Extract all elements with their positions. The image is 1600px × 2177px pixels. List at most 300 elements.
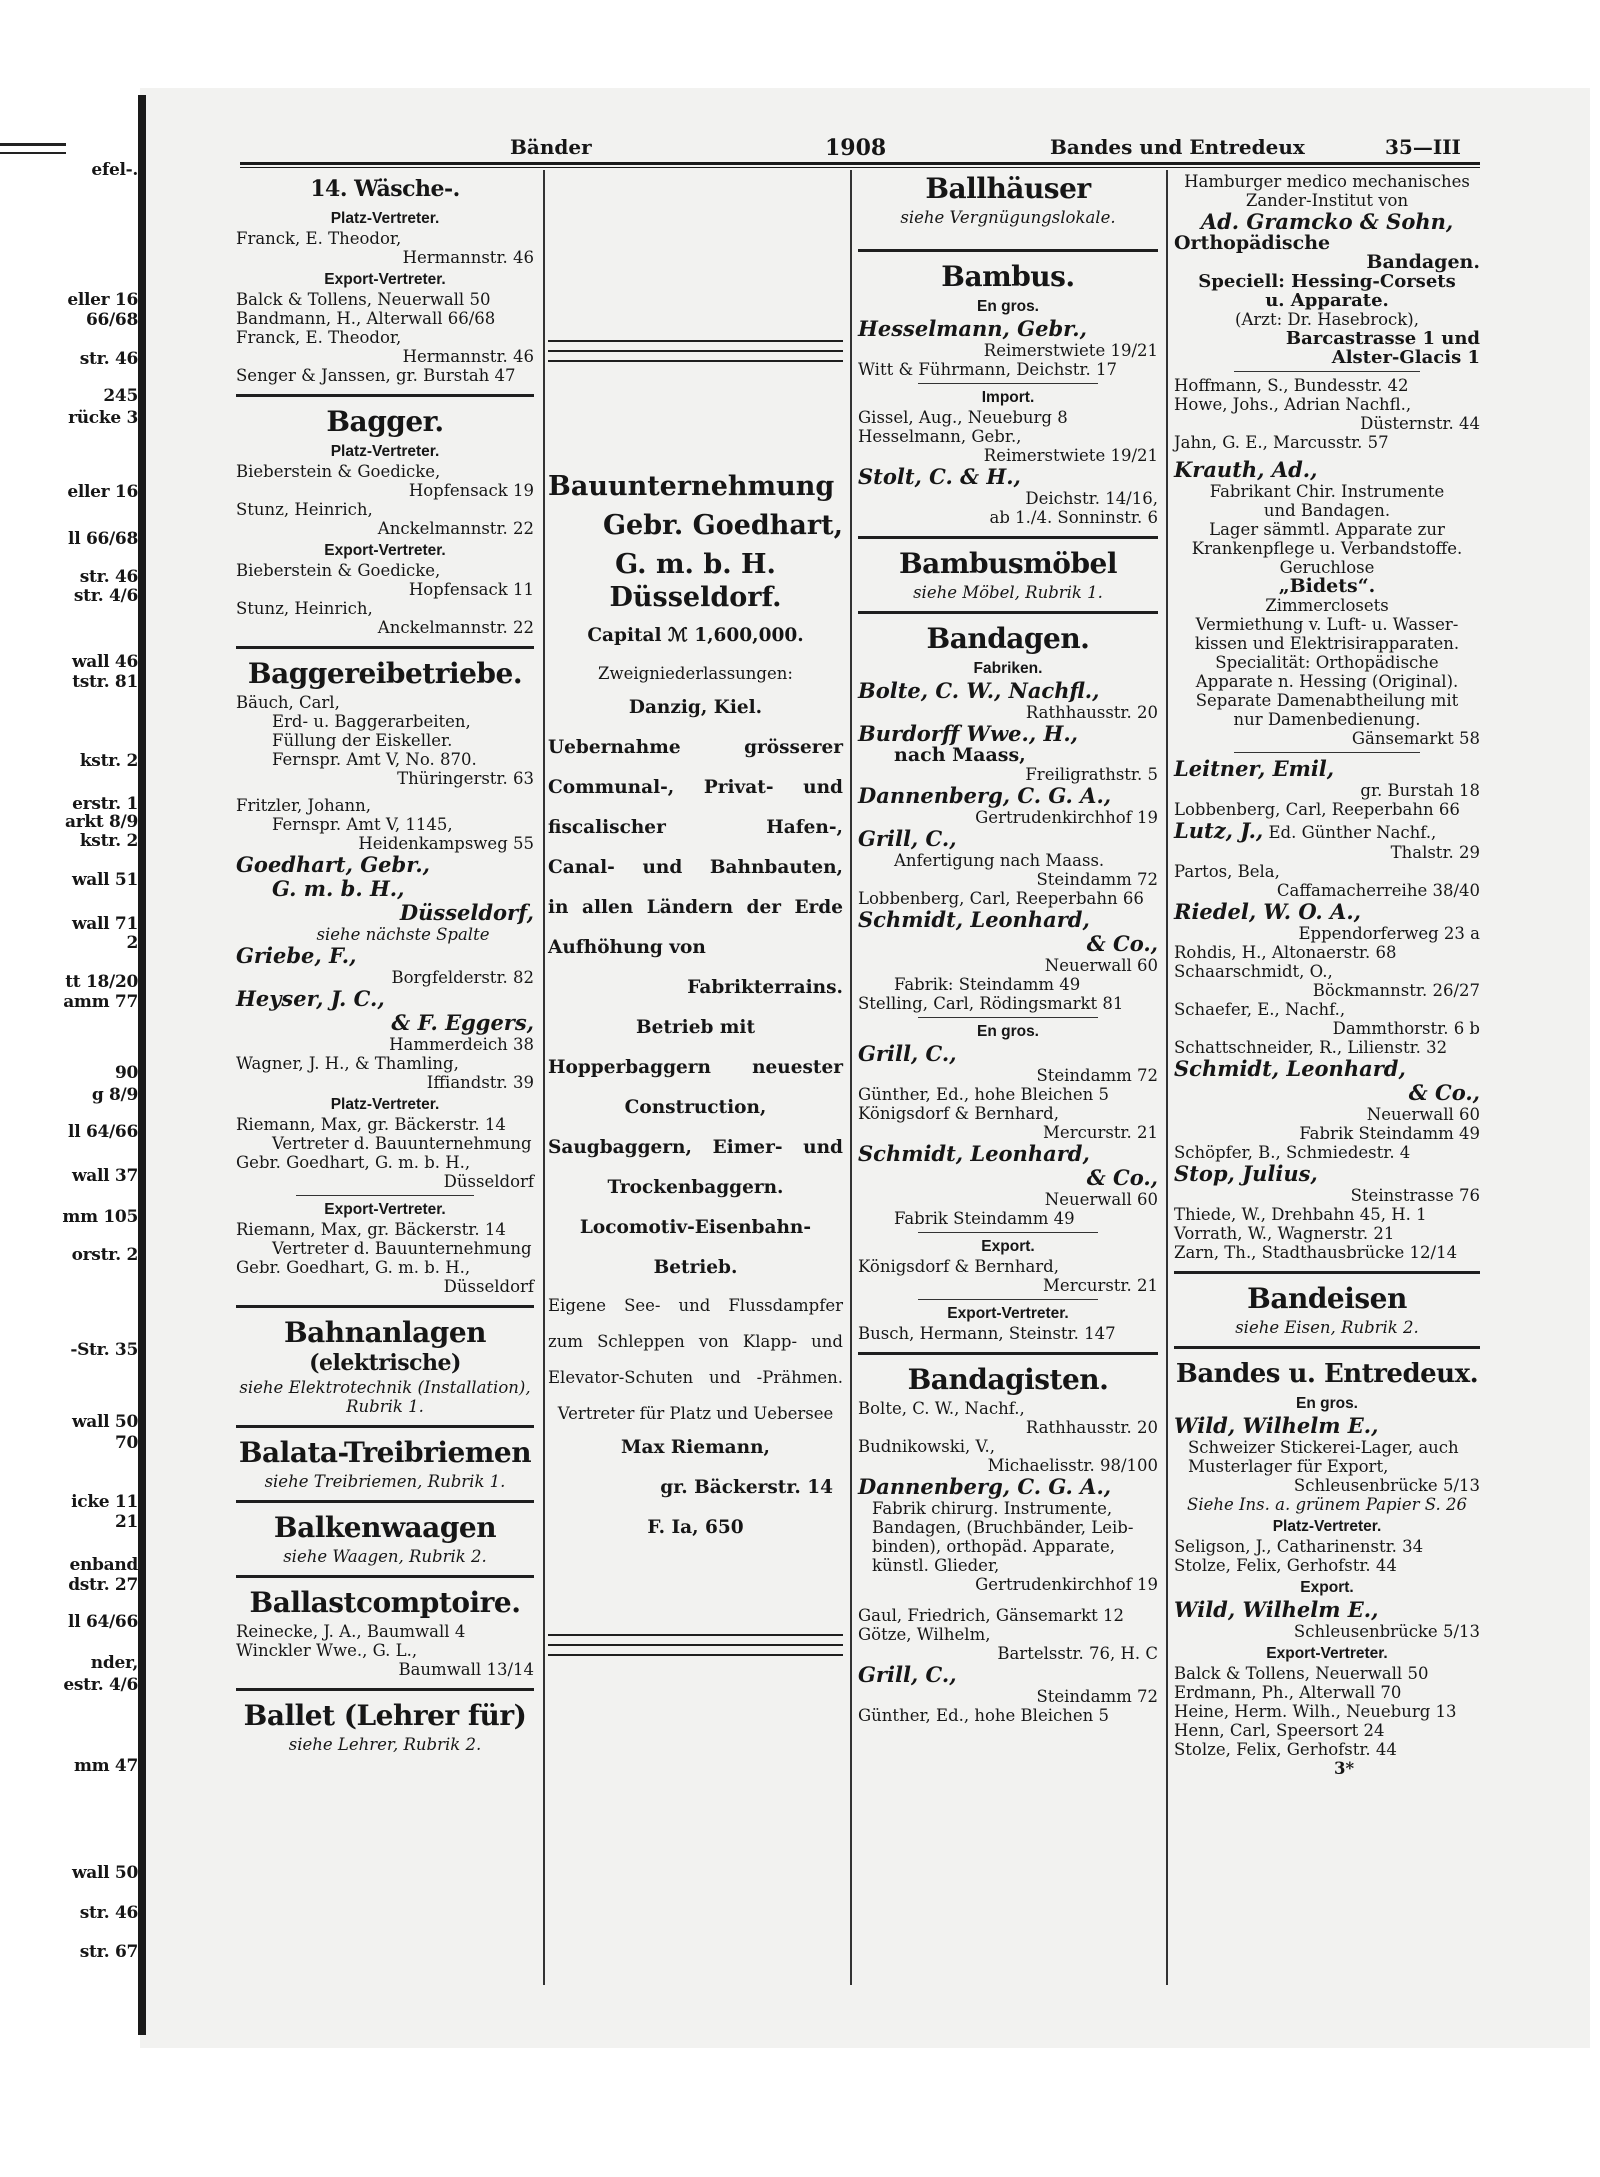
left-page-fragment: orstr. 2 [71, 1245, 138, 1265]
entry-address: Heidenkampsweg 55 [358, 834, 534, 853]
entry: Balck & Tollens, Neuerwall 50 [1174, 1664, 1429, 1683]
ornament-rule [548, 360, 843, 362]
divider [1234, 752, 1420, 753]
section-title: Bandeisen [1247, 1282, 1407, 1315]
divider [918, 1299, 1098, 1300]
entry-detail: Musterlager für Export, [1188, 1457, 1389, 1476]
entry-detail: (Arzt: Dr. Hasebrock), [1235, 310, 1419, 329]
section-title: Ballhäuser [925, 172, 1091, 205]
firm-name: Wild, Wilhelm E., [1174, 1413, 1379, 1438]
entry-address: Steindamm 72 [1036, 1066, 1158, 1085]
ornament-rule [548, 1654, 843, 1656]
entry: Senger & Janssen, gr. Burstah 47 [236, 366, 516, 385]
subheading: Platz-Vertreter. [330, 1096, 440, 1113]
firm-name: Grill, C., [858, 1662, 957, 1687]
entry-address: Anckelmannstr. 22 [377, 519, 534, 538]
firm-name: Lutz, J., [1174, 818, 1264, 843]
firm-name: Stolt, C. & H., [858, 464, 1021, 489]
entry-address: Hermannstr. 46 [402, 347, 534, 366]
section-title: Bagger. [326, 405, 444, 438]
header-rule [240, 167, 1480, 168]
subheading: Export. [981, 1238, 1035, 1255]
entry-address: Düsseldorf [443, 1172, 534, 1191]
entry: Bandmann, H., Alterwall 66/68 [236, 309, 496, 328]
divider [918, 1017, 1098, 1018]
firm-name: Düsseldorf, [399, 900, 534, 925]
subheading: Platz-Vertreter. [330, 443, 440, 460]
left-page-fragment: wall 50 [71, 1863, 138, 1883]
divider [296, 1195, 474, 1196]
left-page-fragment: str. 46 [79, 1903, 138, 1923]
firm-name: G. m. b. H., [272, 876, 405, 901]
left-page-fragment: ll 66/68 [68, 529, 138, 549]
entry: Stunz, Heinrich, [236, 599, 373, 618]
left-page-rule [0, 152, 66, 154]
entry: Schaefer, E., Nachf., [1174, 1000, 1346, 1019]
entry-detail: Vertreter d. Bauunternehmung [272, 1239, 532, 1258]
ad-line: Canal- und Bahnbauten, [548, 857, 843, 878]
ad-line: Uebernahme grösserer [548, 737, 843, 758]
cross-reference: siehe Treibriemen, Rubrik 1. [264, 1472, 506, 1491]
section-rule [858, 1352, 1158, 1355]
left-page-fragment: 66/68 [85, 310, 138, 330]
ad-line: Construction, [624, 1097, 767, 1118]
entry: Howe, Johs., Adrian Nachfl., [1174, 395, 1412, 414]
section-title: Baggereibetriebe. [247, 657, 523, 690]
ad-line: Betrieb mit [635, 1017, 756, 1038]
entry-address: Gertrudenkirchhof 19 [975, 808, 1158, 827]
header-year: 1908 [825, 135, 887, 161]
entry-address: Neuerwall 60 [1044, 956, 1158, 975]
entry-detail: Orthopädische [1174, 232, 1331, 254]
entry-address: Barcastrasse 1 und [1285, 328, 1480, 349]
entry: Reinecke, J. A., Baumwall 4 [236, 1622, 466, 1641]
ad-line: F. Ia, 650 [647, 1517, 744, 1538]
entry: Schöpfer, B., Schmiedestr. 4 [1174, 1143, 1411, 1162]
left-page-fragment: tstr. 81 [72, 672, 138, 692]
ad-line: Vertreter für Platz und Uebersee [557, 1404, 834, 1423]
firm-name: Schmidt, Leonhard, [858, 907, 1090, 932]
entry-address: Düsternstr. 44 [1360, 414, 1480, 433]
entry: Heine, Herm. Wilh., Neueburg 13 [1174, 1702, 1457, 1721]
cross-reference: Siehe Ins. a. grünem Papier S. 26 [1187, 1495, 1467, 1514]
entry-address: Caffamacherreihe 38/40 [1276, 881, 1480, 900]
firm-name: Ad. Gramcko & Sohn, [1200, 209, 1454, 234]
ornament-rule [548, 1644, 843, 1646]
ad-line: Locomotiv-Eisenbahn- [579, 1217, 812, 1238]
entry-detail: Geruchlose [1279, 558, 1375, 577]
section-title: Bahnanlagen [283, 1316, 487, 1349]
ad-line: Saugbaggern, Eimer- und [548, 1137, 843, 1158]
entry-address: Iffiandstr. 39 [426, 1073, 534, 1092]
entry: Schaarschmidt, O., [1174, 962, 1333, 981]
section-title: 14. Wäsche-. [310, 176, 460, 202]
section-rule [236, 646, 534, 649]
section-title: Bandagen. [926, 622, 1090, 655]
firm-name: Dannenberg, C. G. A., [858, 783, 1112, 808]
entry-detail: Fernspr. Amt V, No. 870. [272, 750, 477, 769]
entry: Bolte, C. W., Nachf., [858, 1399, 1025, 1418]
entry: Hamburger medico mechanisches [1184, 172, 1470, 191]
cross-reference: siehe Vergnügungslokale. [900, 208, 1116, 227]
cross-reference: siehe Waagen, Rubrik 2. [283, 1547, 487, 1566]
entry: Stunz, Heinrich, [236, 500, 373, 519]
divider [918, 1232, 1098, 1233]
page-gutter [138, 95, 146, 2035]
section-rule [858, 611, 1158, 614]
firm-name: Burdorff Wwe., H., [858, 721, 1078, 746]
entry-detail: Gebr. Goedhart, G. m. b. H., [236, 1258, 471, 1277]
entry-address: Hammerdeich 38 [389, 1035, 534, 1054]
ad-line: Zweigniederlassungen: [598, 664, 793, 683]
entry-detail: nur Damenbedienung. [1233, 710, 1421, 729]
section-rule [236, 1305, 534, 1308]
left-page-fragment: dstr. 27 [68, 1575, 138, 1595]
left-page-fragment: icke 11 [71, 1492, 138, 1512]
entry-detail: Anfertigung nach Maass. [894, 851, 1105, 870]
section-title: Bandes u. Entredeux. [1175, 1359, 1479, 1389]
left-page-fragment: tt 18/20 [65, 972, 138, 992]
entry: Zarn, Th., Stadthausbrücke 12/14 [1174, 1243, 1458, 1262]
ad-line: fiscalischer Hafen-, [548, 817, 843, 838]
entry-address: Anckelmannstr. 22 [377, 618, 534, 637]
entry: Gissel, Aug., Neueburg 8 [858, 408, 1068, 427]
entry-detail: Fernspr. Amt V, 1145, [272, 815, 453, 834]
entry: Partos, Bela, [1174, 862, 1280, 881]
firm-name: Riedel, W. O. A., [1174, 899, 1361, 924]
left-facing-page [0, 95, 138, 2025]
firm-name: Goedhart, Gebr., [236, 852, 430, 877]
section-title: Ballet (Lehrer für) [243, 1699, 527, 1732]
column-divider [1166, 170, 1168, 1985]
entry: Henn, Carl, Speersort 24 [1174, 1721, 1385, 1740]
subheading: Fabriken. [973, 660, 1043, 677]
subheading: Platz-Vertreter. [330, 210, 440, 227]
cross-reference: siehe Lehrer, Rubrik 2. [288, 1735, 482, 1754]
entry-address: Deichstr. 14/16, [1025, 489, 1158, 508]
entry-address: Alster-Glacis 1 [1331, 347, 1480, 368]
left-page-fragment: ll 64/66 [68, 1122, 138, 1142]
header-left-title: Bänder [510, 135, 592, 159]
entry-detail: Lager sämmtl. Apparate zur [1209, 520, 1445, 539]
left-page-fragment: kstr. 2 [79, 751, 138, 771]
entry-address: Borgfelderstr. 82 [391, 968, 534, 987]
left-page-fragment: 90 [114, 1063, 138, 1083]
entry: Lobbenberg, Carl, Reeperbahn 66 [1174, 800, 1460, 819]
firm-name: Bolte, C. W., Nachfl., [858, 678, 1100, 703]
section-rule [1174, 1346, 1480, 1349]
ad-line: Danzig, Kiel. [628, 697, 763, 718]
entry: Hoffmann, S., Bundesstr. 42 [1174, 376, 1409, 395]
subheading: En gros. [1295, 1395, 1358, 1412]
entry: Busch, Hermann, Steinstr. 147 [858, 1324, 1116, 1343]
entry-address: Reimerstwiete 19/21 [983, 446, 1158, 465]
ad-line: G. m. b. H. Düsseldorf. [609, 549, 782, 613]
entry-address: Baumwall 13/14 [398, 1660, 534, 1679]
entry-detail: kissen und Elektrisirapparaten. [1194, 634, 1460, 653]
left-page-fragment: wall 37 [71, 1166, 138, 1186]
entry: Götze, Wilhelm, [858, 1625, 991, 1644]
entry: Schattschneider, R., Lilienstr. 32 [1174, 1038, 1448, 1057]
entry-detail: Ed. Günther Nachf., [1268, 823, 1437, 842]
section-title: Balata-Treibriemen [238, 1436, 532, 1469]
left-page-fragment: kstr. 2 [79, 831, 138, 851]
ad-line: Fabrikterrains. [687, 977, 843, 998]
left-page-fragment: wall 46 [71, 652, 138, 672]
entry-detail: Specialität: Orthopädische [1215, 653, 1439, 672]
entry-detail: Zimmerclosets [1265, 596, 1389, 615]
cross-reference: Rubrik 1. [346, 1397, 424, 1416]
section-rule [236, 1500, 534, 1503]
entry-detail: Fabrikant Chir. Instrumente [1209, 482, 1445, 501]
section-title: Bambus. [941, 260, 1075, 293]
entry: Riemann, Max, gr. Bäckerstr. 14 [236, 1220, 506, 1239]
entry-address: Reimerstwiete 19/21 [983, 341, 1158, 360]
entry-address: Thalstr. 29 [1390, 843, 1480, 862]
entry-detail: Gebr. Goedhart, G. m. b. H., [236, 1153, 471, 1172]
entry: Fritzler, Johann, [236, 796, 372, 815]
entry: Lobbenberg, Carl, Reeperbahn 66 [858, 889, 1144, 908]
firm-name: Stop, Julius, [1174, 1161, 1318, 1186]
firm-name: Dannenberg, C. G. A., [858, 1474, 1112, 1499]
divider [918, 383, 1098, 384]
section-title: Ballastcomptoire. [249, 1586, 521, 1619]
ad-line: Bauunternehmung [548, 471, 835, 502]
entry-detail: Fabrik Steindamm 49 [894, 1209, 1075, 1228]
left-page-fragment: -Str. 35 [70, 1340, 138, 1360]
entry: Zander-Institut von [1245, 191, 1409, 210]
ad-line: zum Schleppen von Klapp- und [548, 1332, 843, 1351]
entry-detail: Fabrik chirurg. Instrumente, [872, 1499, 1113, 1518]
firm-name: Leitner, Emil, [1174, 756, 1335, 781]
firm-name: Schmidt, Leonhard, [1174, 1056, 1406, 1081]
entry-address: Neuerwall 60 [1366, 1105, 1480, 1124]
ad-line: Gebr. Goedhart, [602, 510, 843, 541]
cross-reference: siehe Eisen, Rubrik 2. [1235, 1318, 1419, 1337]
entry-detail: Vermiethung v. Luft- u. Wasser- [1195, 615, 1459, 634]
left-page-fragment: efel-. [91, 160, 138, 180]
ad-line: Capital ℳ 1,600,000. [587, 625, 804, 646]
left-page-fragment: eller 16 [67, 482, 138, 502]
section-title: Balkenwaagen [273, 1511, 497, 1544]
entry-detail: Erd- u. Baggerarbeiten, [272, 712, 471, 731]
entry: Rohdis, H., Altonaerstr. 68 [1174, 943, 1397, 962]
entry-address: Dammthorstr. 6 b [1332, 1019, 1480, 1038]
entry: Stelling, Carl, Rödingsmarkt 81 [858, 994, 1124, 1013]
entry: Stolze, Felix, Gerhofstr. 44 [1174, 1740, 1397, 1759]
entry-address: Fabrik Steindamm 49 [1299, 1124, 1480, 1143]
subheading: Export-Vertreter. [1266, 1645, 1388, 1662]
entry-address: ab 1./4. Sonninstr. 6 [989, 508, 1158, 527]
entry: Gaul, Friedrich, Gänsemarkt 12 [858, 1606, 1124, 1625]
entry-address: Steinstrasse 76 [1350, 1186, 1480, 1205]
entry-address: Böckmannstr. 26/27 [1312, 981, 1480, 1000]
subheading: Platz-Vertreter. [1272, 1518, 1382, 1535]
left-page-fragment: wall 50 [71, 1412, 138, 1432]
firm-name: Wild, Wilhelm E., [1174, 1597, 1379, 1622]
entry-address: Mercurstr. 21 [1043, 1276, 1158, 1295]
header-rule [240, 162, 1480, 165]
column-divider [543, 170, 545, 1985]
ornament-rule [548, 1634, 843, 1636]
column-3 [858, 172, 1158, 1725]
section-rule [236, 1688, 534, 1691]
entry: Wagner, J. H., & Thamling, [236, 1054, 459, 1073]
left-page-fragment: str. 46 [79, 567, 138, 587]
column-4 [1174, 172, 1480, 1778]
left-page-fragment: str. 4/6 [73, 586, 138, 606]
firm-name: Grill, C., [858, 826, 957, 851]
subheading: Import. [981, 389, 1035, 406]
cross-reference: siehe Möbel, Rubrik 1. [913, 583, 1103, 602]
entry-detail: Krankenpflege u. Verbandstoffe. [1191, 539, 1463, 558]
entry: Seligson, J., Catharinenstr. 34 [1174, 1537, 1424, 1556]
header-right-title: Bandes und Entredeux [1050, 135, 1305, 159]
entry-address: Gänsemarkt 58 [1351, 729, 1480, 748]
entry-detail: „Bidets“. [1278, 575, 1376, 597]
entry-detail: Bandagen. [1366, 251, 1480, 273]
left-page-fragment: arkt 8/9 [65, 812, 138, 832]
cross-reference: siehe Elektrotechnik (Installation), [239, 1378, 531, 1397]
entry: Königsdorf & Bernhard, [858, 1257, 1059, 1276]
section-rule [858, 536, 1158, 539]
column-2-advertisement [548, 172, 843, 1664]
firm-name: & Co., [1086, 931, 1158, 956]
column-1 [236, 172, 534, 1754]
firm-name: & F. Eggers, [391, 1010, 534, 1035]
subheading: Export-Vertreter. [324, 1201, 446, 1218]
entry: Stolze, Felix, Gerhofstr. 44 [1174, 1556, 1397, 1575]
subheading: Export-Vertreter. [947, 1305, 1069, 1322]
left-page-fragment: rücke 3 [68, 408, 138, 428]
entry: Hesselmann, Gebr., [858, 427, 1022, 446]
ad-line: Trockenbaggern. [607, 1177, 784, 1198]
entry-detail: nach Maass, [894, 744, 1026, 766]
left-page-rule [0, 143, 66, 146]
ad-line: Elevator-Schuten und -Prähmen. [548, 1368, 843, 1387]
entry-detail: künstl. Glieder, [872, 1556, 1000, 1575]
section-rule [1174, 1271, 1480, 1274]
section-rule [858, 249, 1158, 252]
entry: Jahn, G. E., Marcusstr. 57 [1174, 433, 1389, 452]
left-page-fragment: estr. 4/6 [63, 1675, 138, 1695]
entry: Vorrath, W., Wagnerstr. 21 [1174, 1224, 1395, 1243]
subheading: En gros. [976, 1023, 1039, 1040]
section-title: Bandagisten. [907, 1363, 1109, 1396]
ad-line: Max Riemann, [620, 1437, 770, 1458]
firm-name: Grill, C., [858, 1041, 957, 1066]
left-page-fragment: str. 67 [79, 1942, 138, 1962]
firm-name: Hesselmann, Gebr., [858, 316, 1087, 341]
ad-line: in allen Ländern der Erde [548, 897, 843, 918]
entry-address: Rathhausstr. 20 [1025, 703, 1158, 722]
left-page-fragment: 245 [103, 386, 138, 406]
entry-address: gr. Burstah 18 [1360, 781, 1480, 800]
entry-address: Düsseldorf [443, 1277, 534, 1296]
entry: Franck, E. Theodor, [236, 328, 402, 347]
ad-line: Eigene See- und Flussdampfer [548, 1296, 843, 1315]
column-divider [850, 170, 852, 1985]
ad-line: Communal-, Privat- und [548, 777, 843, 798]
left-page-fragment: g 8/9 [91, 1085, 138, 1105]
entry: Witt & Führmann, Deichstr. 17 [858, 360, 1117, 379]
entry: Winckler Wwe., G. L., [236, 1641, 418, 1660]
section-rule [236, 394, 534, 397]
section-title: Bambusmöbel [899, 547, 1117, 580]
entry-address: Schleusenbrücke 5/13 [1293, 1476, 1480, 1495]
firm-name: Heyser, J. C., [236, 986, 385, 1011]
ad-line: gr. Bäckerstr. 14 [660, 1477, 833, 1498]
entry-detail: Vertreter d. Bauunternehmung [272, 1134, 532, 1153]
entry-address: Eppendorferweg 23 a [1298, 924, 1480, 943]
ad-line: Hopperbaggern neuester [548, 1057, 843, 1078]
entry-detail: Speciell: Hessing-Corsets [1198, 271, 1456, 292]
entry: Budnikowski, V., [858, 1437, 996, 1456]
entry-address: Rathhausstr. 20 [1025, 1418, 1158, 1437]
entry-detail: Apparate n. Hessing (Original). [1195, 672, 1459, 691]
entry-detail: Schweizer Stickerei-Lager, auch [1188, 1438, 1459, 1457]
left-page-fragment: wall 71 [71, 914, 138, 934]
entry-address: Steindamm 72 [1036, 870, 1158, 889]
entry-detail: Bandagen, (Bruchbänder, Leib- [872, 1518, 1134, 1537]
left-page-fragment: mm 105 [62, 1207, 138, 1227]
firm-name: Griebe, F., [236, 943, 357, 968]
subheading: Export. [1300, 1579, 1354, 1596]
entry: Balck & Tollens, Neuerwall 50 [236, 290, 491, 309]
left-page-fragment: amm 77 [63, 992, 138, 1012]
entry: Bieberstein & Goedicke, [236, 561, 441, 580]
entry-address: Hopfensack 19 [408, 481, 534, 500]
entry-detail: u. Apparate. [1265, 290, 1389, 311]
entry-address: Gertrudenkirchhof 19 [975, 1575, 1158, 1594]
left-page-fragment: eller 16 [67, 290, 138, 310]
entry: Bäuch, Carl, [236, 693, 340, 712]
left-page-fragment: 2 [126, 933, 138, 953]
subheading: Export-Vertreter. [324, 542, 446, 559]
entry: Günther, Ed., hohe Bleichen 5 [858, 1706, 1110, 1725]
left-page-fragment: 21 [114, 1512, 138, 1532]
cross-reference: siehe nächste Spalte [316, 925, 490, 944]
subheading: Export-Vertreter. [324, 271, 446, 288]
entry: Riemann, Max, gr. Bäckerstr. 14 [236, 1115, 506, 1134]
entry-address: Freiligrathstr. 5 [1025, 765, 1158, 784]
ad-line: Betrieb. [653, 1257, 738, 1278]
entry-address: Schleusenbrücke 5/13 [1293, 1622, 1480, 1641]
subheading: En gros. [976, 298, 1039, 315]
left-page-fragment: enband [69, 1555, 138, 1575]
entry-detail: Separate Damenabtheilung mit [1195, 691, 1459, 710]
entry-address: Hopfensack 11 [408, 580, 534, 599]
firm-name: Schmidt, Leonhard, [858, 1141, 1090, 1166]
entry: Bieberstein & Goedicke, [236, 462, 441, 481]
firm-name: & Co., [1086, 1165, 1158, 1190]
entry-detail: Füllung der Eiskeller. [272, 731, 453, 750]
entry-address: Michaelisstr. 98/100 [987, 1456, 1158, 1475]
left-page-fragment: erstr. 1 [72, 794, 138, 814]
entry-address: Bartelsstr. 76, H. C [997, 1644, 1158, 1663]
entry: Günther, Ed., hohe Bleichen 5 [858, 1085, 1110, 1104]
entry-address: Thüringerstr. 63 [397, 769, 534, 788]
firm-name: & Co., [1408, 1080, 1480, 1105]
ornament-rule [548, 350, 843, 352]
entry-address: Hermannstr. 46 [402, 248, 534, 267]
entry-detail: Fabrik: Steindamm 49 [894, 975, 1081, 994]
signature-mark: 3* [1334, 1759, 1355, 1778]
left-page-fragment: 70 [114, 1433, 138, 1453]
entry-address: Mercurstr. 21 [1043, 1123, 1158, 1142]
entry-detail: und Bandagen. [1263, 501, 1391, 520]
firm-name: Krauth, Ad., [1174, 457, 1318, 482]
